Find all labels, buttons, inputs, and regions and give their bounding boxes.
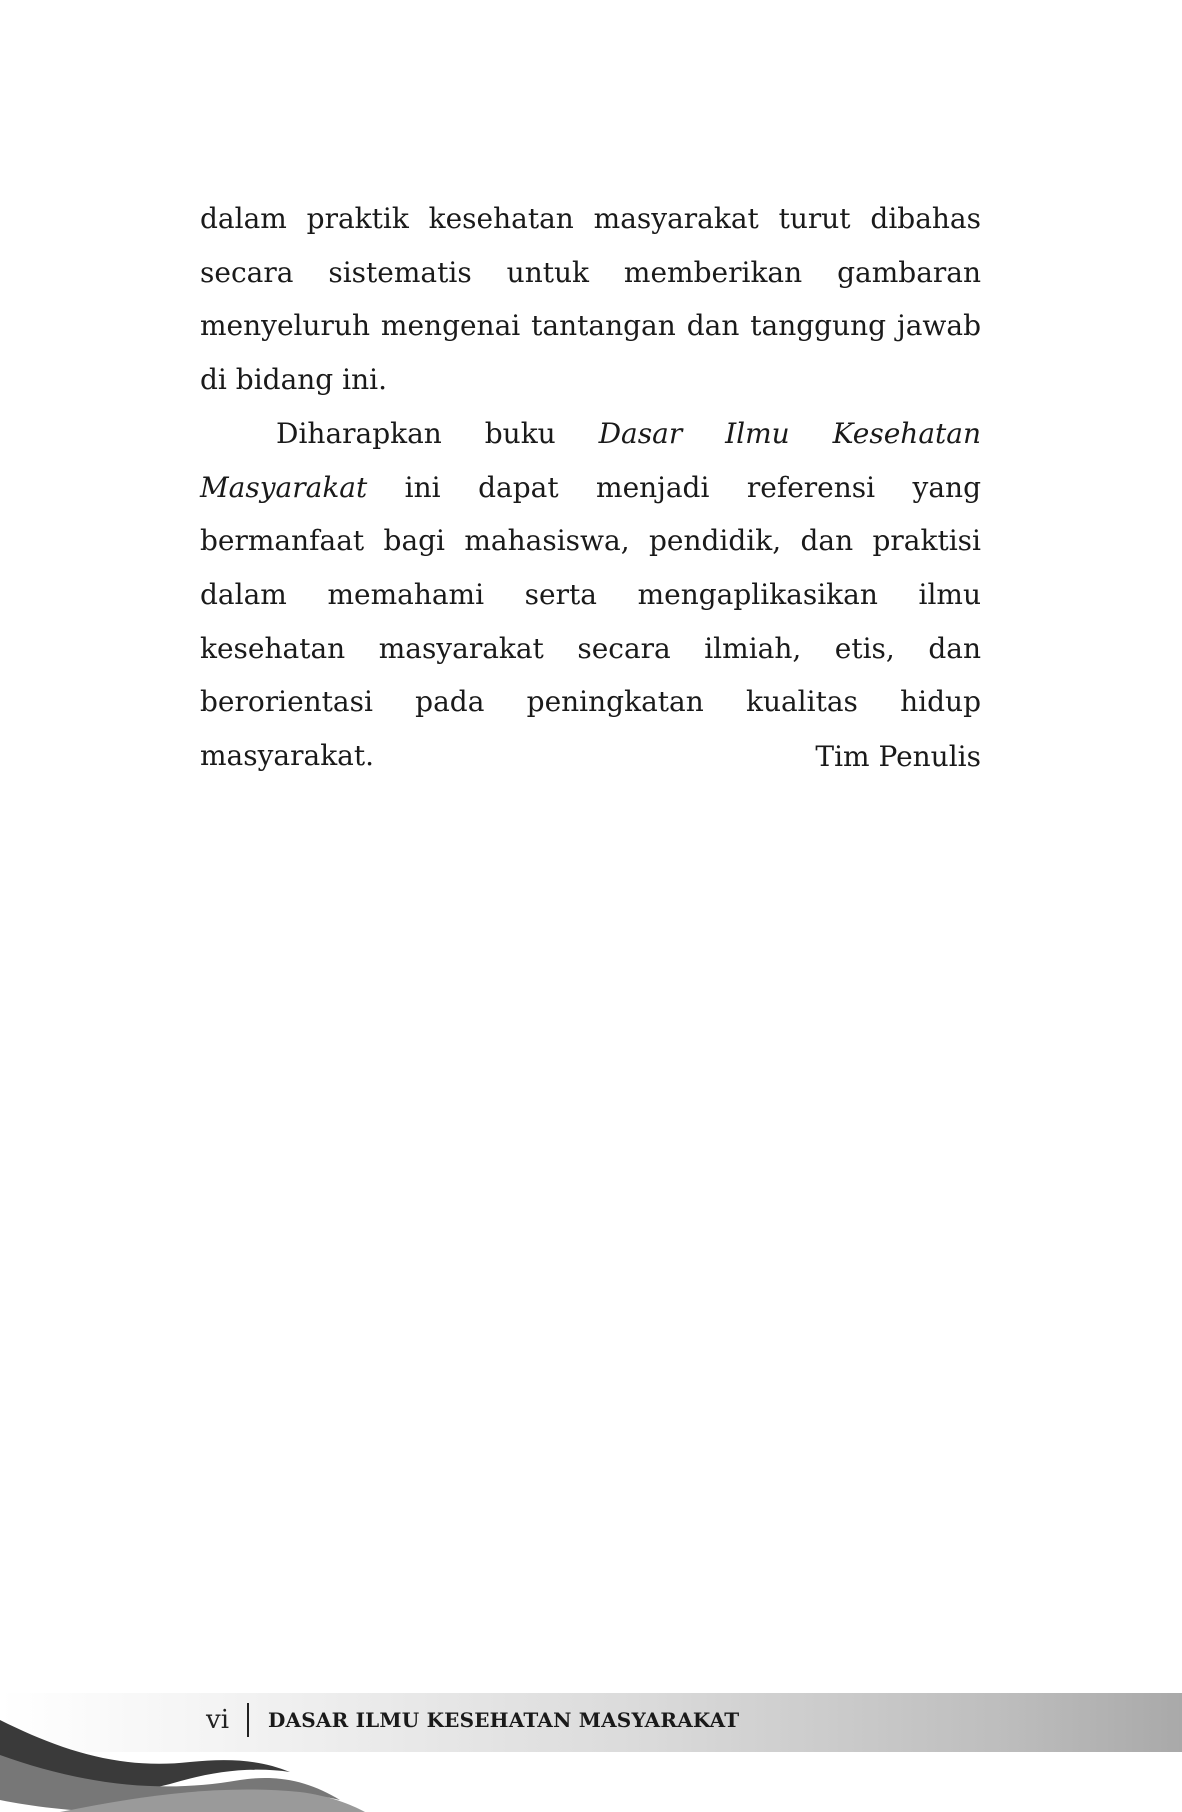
paragraph-rest-text: ini dapat menjadi referensi yang bermanfaat bagi mahasiswa, pendidik, dan praktisi dalam memahami serta mengaplikasikan ilmu kesehatan masyarakat secara ilmiah, etis, dan berorientasi pada peningkatan kualitas hidup masyarakat. xyxy=(200,470,981,773)
paragraph-closing xyxy=(200,407,981,783)
body-text xyxy=(200,192,981,783)
paragraph-continuation: dalam praktik kesehatan masyarakat turut dibahas secara sistematis untuk memberikan gambaran menyeluruh mengenai tantangan dan tanggung jawab di bidang ini. xyxy=(200,202,981,397)
book-title-italic: Dasar Ilmu Kesehatan Masyarakat xyxy=(200,416,981,504)
paragraph-intro-text: Diharapkan buku xyxy=(276,416,599,450)
footer-divider xyxy=(247,1703,249,1737)
author-signature: Tim Penulis xyxy=(815,740,981,773)
page-number: vi xyxy=(206,1705,230,1735)
running-title: DASAR ILMU KESEHATAN MASYARAKAT xyxy=(268,1708,740,1732)
